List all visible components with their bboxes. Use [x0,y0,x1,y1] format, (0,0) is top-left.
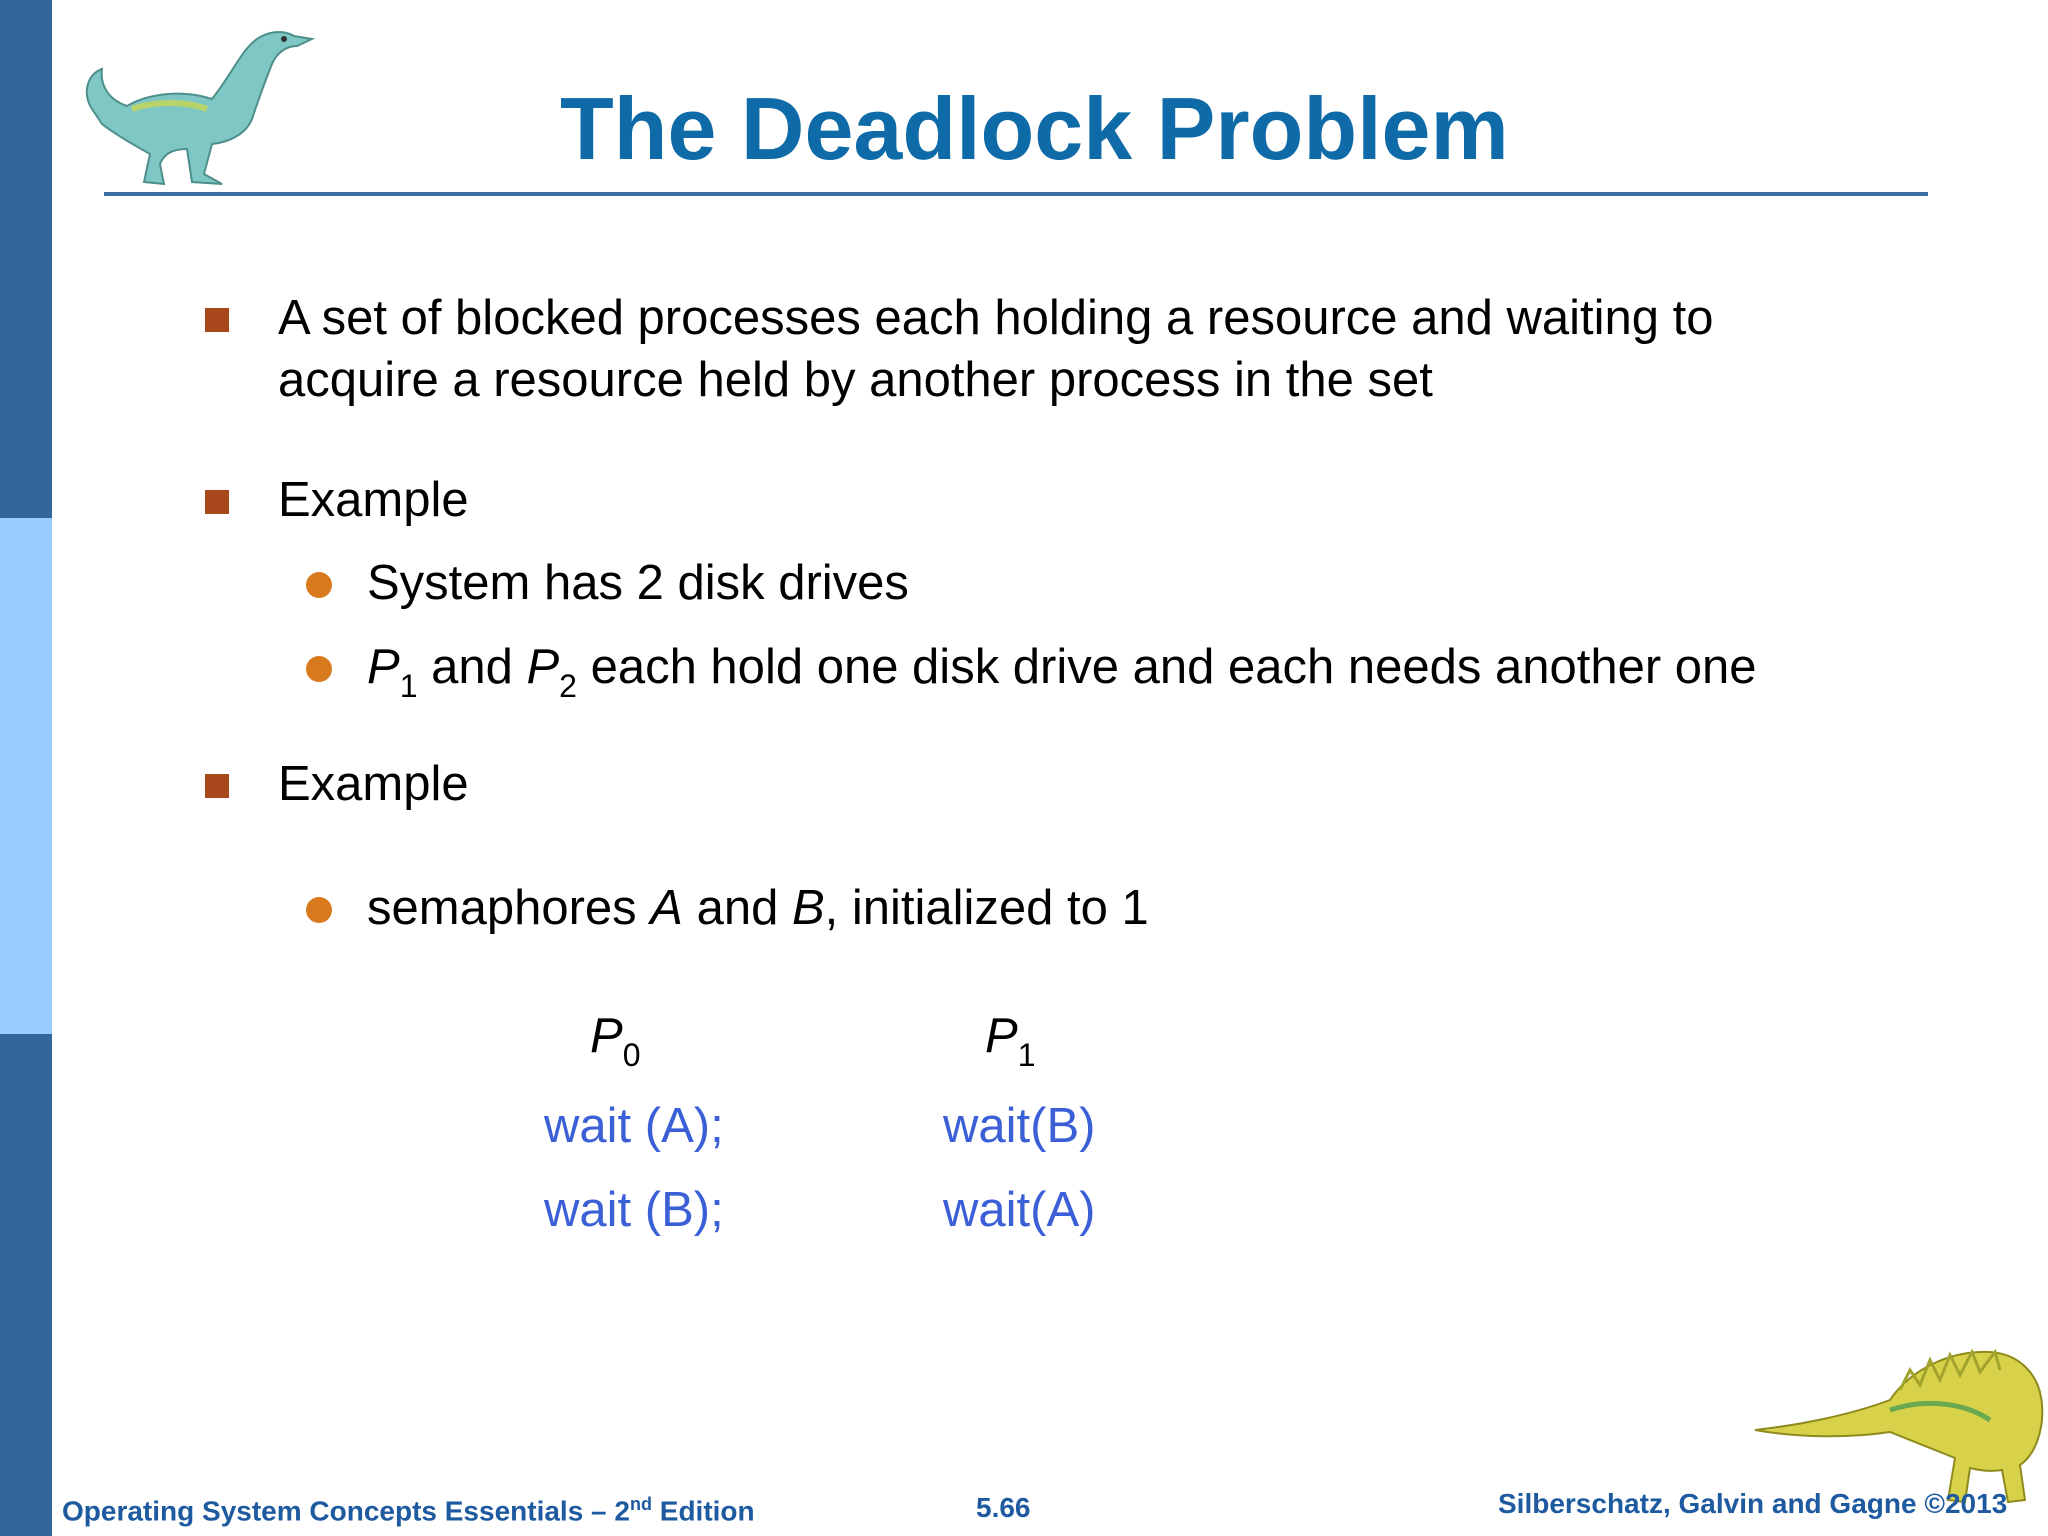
process-p2-label: P [526,640,560,694]
process-p1-label: P [367,640,400,694]
slide-title: The Deadlock Problem [560,79,1509,178]
sidebar-dark-top [0,0,52,518]
process-p1-heading [985,1008,1036,1073]
example-1-item-2-and: and [417,640,527,694]
bullet-2-text: Example [278,473,469,527]
square-bullet-icon [205,774,229,798]
title-underline [104,192,1928,196]
p1-code-line-1: wait(B) [943,1099,1096,1153]
round-bullet-icon [306,656,332,682]
process-p2-subscript: 2 [559,668,577,704]
dinosaur-icon [1750,1330,2048,1510]
sidebar-dark-bottom [0,1034,52,1536]
semaphore-b: B [791,881,825,935]
semaphore-a: A [650,881,683,935]
footer-book-title [62,1494,755,1527]
process-p1-sub: 1 [1017,1037,1036,1073]
semaphores-suffix: , initialized to 1 [824,881,1149,935]
example-1-item-2 [367,636,1757,703]
p0-code-line-1: wait (A); [544,1099,724,1153]
process-p0-heading [590,1008,641,1073]
bullet-1-line-2: acquire a resource held by another process in the set [278,353,1433,407]
footer-authors: Silberschatz, Galvin and Gagne ©2013 [1498,1488,2008,1519]
semaphores-prefix: semaphores [367,881,651,935]
footer-book-title-sup: nd [629,1494,652,1514]
footer-book-title-main: Operating System Concepts Essentials – 2 [62,1495,630,1527]
square-bullet-icon [205,490,229,514]
semaphores-and: and [682,881,792,935]
example-1-item-2-rest: each hold one disk drive and each needs another one [576,640,1757,694]
square-bullet-icon [205,308,229,332]
round-bullet-icon [306,572,332,598]
dinosaur-icon [72,14,322,194]
round-bullet-icon [306,897,332,923]
process-p1-name: P [985,1009,1018,1063]
process-p0-sub: 0 [622,1037,641,1073]
process-p0-name: P [590,1009,623,1063]
left-sidebar [0,0,52,1536]
footer-book-title-end: Edition [651,1495,755,1527]
p0-code-line-2: wait (B); [544,1183,724,1237]
example-2-item-1 [367,877,1149,939]
footer-page-number: 5.66 [976,1492,1031,1523]
process-p1-subscript: 1 [399,668,418,704]
bullet-3-text: Example [278,757,469,811]
bullet-1-line-1: A set of blocked processes each holding a resource and waiting to [278,291,1714,345]
sidebar-light-middle [0,518,52,1034]
p1-code-line-2: wait(A) [943,1183,1096,1237]
example-1-item-1: System has 2 disk drives [367,556,909,610]
